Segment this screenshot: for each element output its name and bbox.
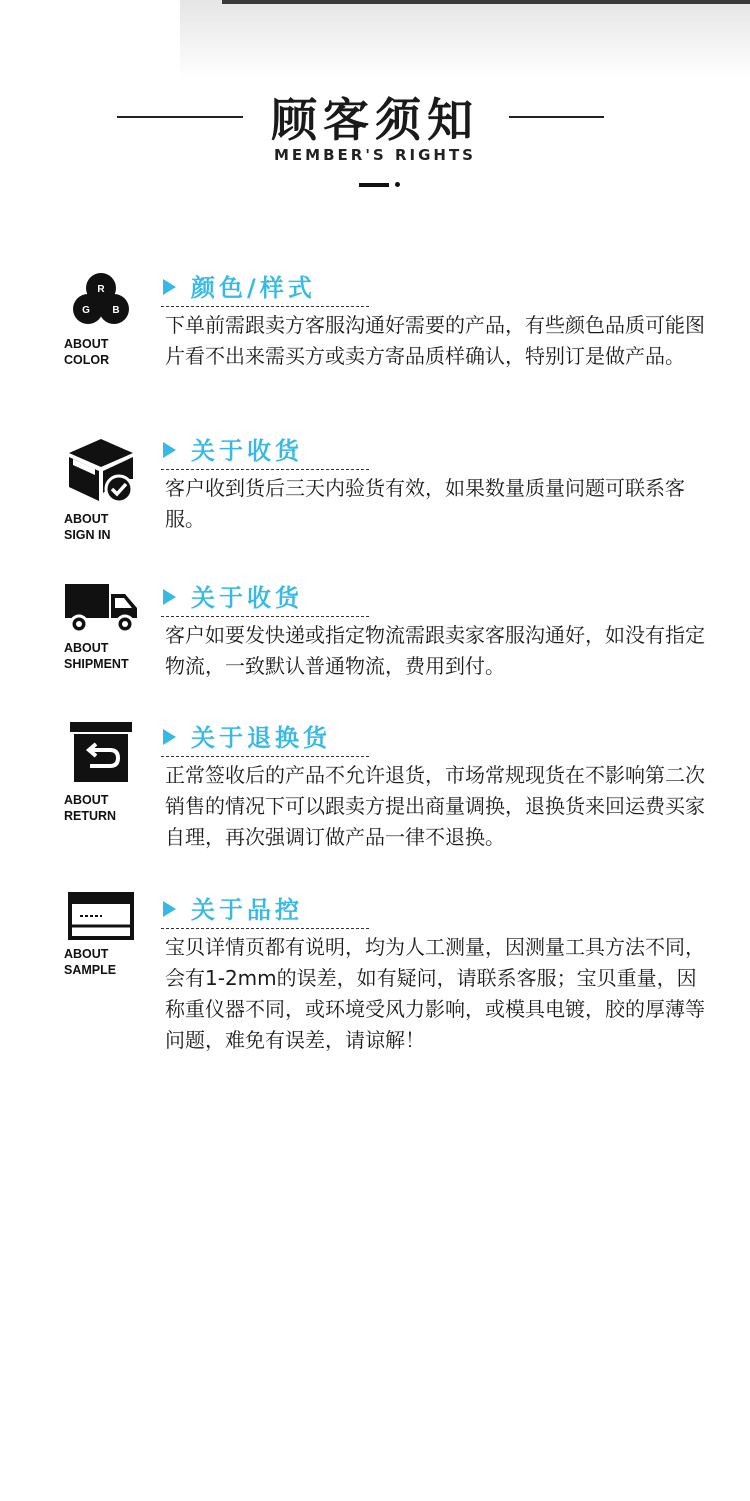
sample-card-icon xyxy=(56,892,146,978)
icon-caption-line1: ABOUT xyxy=(64,512,109,526)
page-header xyxy=(0,80,750,200)
icon-caption xyxy=(64,336,146,368)
page-subtitle: MEMBER'S RIGHTS xyxy=(274,146,476,164)
icon-caption-line2: RETURN xyxy=(64,809,117,823)
section-body: 客户收到货后三天内验货有效，如果数量质量问题可联系客服。 xyxy=(165,476,685,531)
icon-caption-line1: ABOUT xyxy=(64,641,109,655)
section-body: 客户如要发快递或指定物流需跟卖家客服沟通好，如没有指定物流，一致默认普通物流，费用到付。 xyxy=(165,623,705,678)
svg-text:B: B xyxy=(112,305,120,316)
triangle-icon xyxy=(163,729,176,745)
icon-caption-line2: COLOR xyxy=(64,353,110,367)
icon-caption xyxy=(64,792,146,824)
icon-caption xyxy=(64,511,146,543)
section-title: 关于退换货 xyxy=(191,724,331,752)
triangle-icon xyxy=(163,279,176,295)
icon-caption-line1: ABOUT xyxy=(64,793,109,807)
box-check-icon xyxy=(56,433,146,543)
icon-caption-line2: SAMPLE xyxy=(64,963,117,977)
section-title: 颜色/样式 xyxy=(191,274,316,302)
svg-text:R: R xyxy=(97,284,105,295)
rgb-circles-icon xyxy=(56,270,146,368)
triangle-icon xyxy=(163,901,176,917)
svg-text:G: G xyxy=(82,305,90,316)
section-title: 关于收货 xyxy=(191,437,303,465)
dashed-divider xyxy=(161,928,369,929)
icon-caption-line1: ABOUT xyxy=(64,337,109,351)
triangle-icon xyxy=(163,589,176,605)
page-title: 顾客须知 xyxy=(271,93,479,147)
dashed-divider xyxy=(161,306,369,307)
icon-caption-line1: ABOUT xyxy=(64,947,109,961)
section-title: 关于品控 xyxy=(191,896,303,924)
title-underline-dot xyxy=(395,182,400,187)
top-shadow xyxy=(180,0,750,80)
icon-caption-line2: SHIPMENT xyxy=(64,657,129,671)
section-body: 下单前需跟卖方客服沟通好需要的产品，有些颜色品质可能图片看不出来需买方或卖方寄品质样确认，特别订是做产品。 xyxy=(165,313,705,368)
dashed-divider xyxy=(161,616,369,617)
triangle-icon xyxy=(163,442,176,458)
title-underline-bar xyxy=(359,183,389,187)
dashed-divider xyxy=(161,469,369,470)
section-body: 宝贝详情页都有说明，均为人工测量，因测量工具方法不同，会有1-2mm的误差，如有疑问，请联系客服；宝贝重量，因称重仪器不同，或环境受风力影响，或模具电镀，胶的厚薄等问题，难免有误差，请谅解！ xyxy=(165,935,705,1052)
truck-icon xyxy=(56,580,146,672)
top-bar xyxy=(222,0,750,4)
icon-caption xyxy=(64,640,146,672)
icon-caption-line2: SIGN IN xyxy=(64,528,111,542)
section-body: 正常签收后的产品不允许退货，市场常规现货在不影响第二次销售的情况下可以跟卖方提出商量调换，退换货来回运费买家自理，再次强调订做产品一律不退换。 xyxy=(165,763,705,849)
section-title: 关于收货 xyxy=(191,584,303,612)
icon-caption xyxy=(64,946,146,978)
return-box-icon xyxy=(56,720,146,824)
dashed-divider xyxy=(161,756,369,757)
